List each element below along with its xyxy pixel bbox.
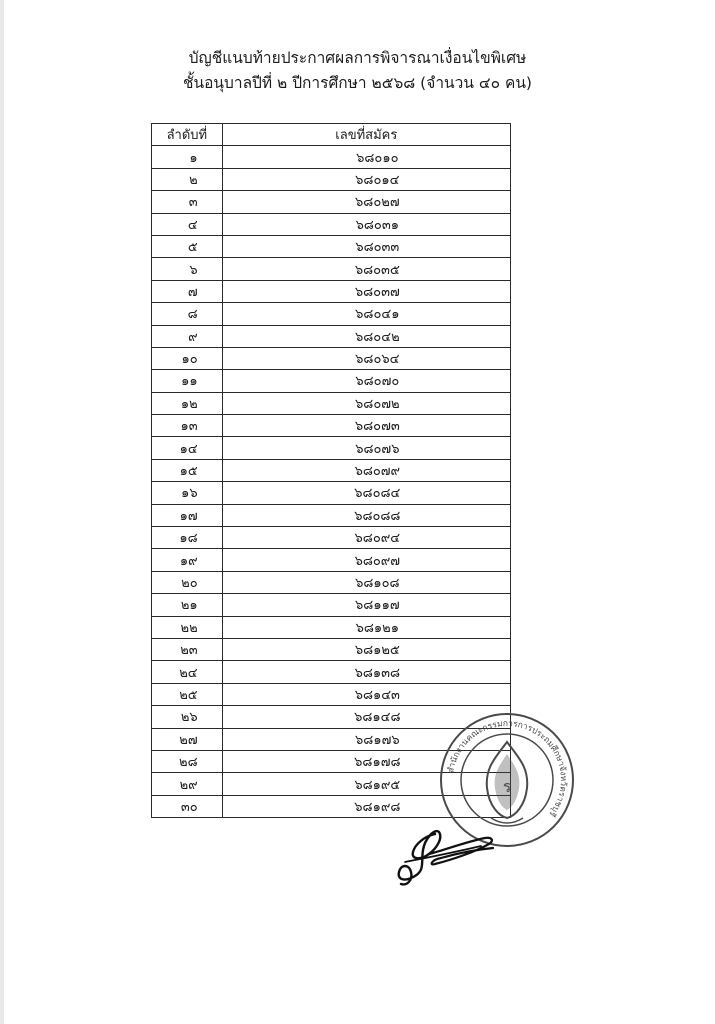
table-row <box>152 213 511 235</box>
application-number-cell: ๖๘๐๑๔ <box>222 168 510 190</box>
table-row <box>152 347 511 369</box>
table-row <box>152 683 511 705</box>
order-cell: ๑๙ <box>152 549 223 571</box>
application-number-cell: ๖๘๐๘๘ <box>222 504 510 526</box>
table-row <box>152 437 511 459</box>
order-cell: ๑๖ <box>152 482 223 504</box>
order-cell: ๒๖ <box>152 706 223 728</box>
application-number-cell: ๖๘๑๗๘ <box>222 750 510 772</box>
document-title <box>0 46 715 96</box>
application-number-cell: ๖๘๑๔๘ <box>222 706 510 728</box>
order-cell: ๑๘ <box>152 527 223 549</box>
table-row <box>152 258 511 280</box>
application-number-cell: ๖๘๐๔๒ <box>222 325 510 347</box>
application-number-cell: ๖๘๐๗๐ <box>222 370 510 392</box>
application-number-cell: ๖๘๑๗๖ <box>222 728 510 750</box>
table-row <box>152 549 511 571</box>
order-cell: ๒๙ <box>152 773 223 795</box>
application-number-cell: ๖๘๑๓๘ <box>222 661 510 683</box>
order-cell: ๒๒ <box>152 616 223 638</box>
order-cell: ๒๔ <box>152 661 223 683</box>
signature-icon <box>385 820 500 890</box>
table-row <box>152 616 511 638</box>
application-number-cell: ๖๘๐๗๓ <box>222 415 510 437</box>
application-number-cell: ๖๘๐๖๔ <box>222 347 510 369</box>
table-row <box>152 638 511 660</box>
table-row <box>152 392 511 414</box>
table-header-row <box>152 124 511 146</box>
table-row <box>152 168 511 190</box>
table-row <box>152 459 511 481</box>
order-cell: ๓๐ <box>152 795 223 817</box>
order-cell: ๑๐ <box>152 347 223 369</box>
order-cell: ๒๘ <box>152 750 223 772</box>
table-row <box>152 504 511 526</box>
application-number-cell: ๖๘๑๐๘ <box>222 571 510 593</box>
order-cell: ๑๑ <box>152 370 223 392</box>
table-row <box>152 594 511 616</box>
order-cell: ๘ <box>152 303 223 325</box>
order-cell: ๙ <box>152 325 223 347</box>
order-cell: ๒๐ <box>152 571 223 593</box>
application-number-cell: ๖๘๐๓๓ <box>222 235 510 257</box>
application-number-cell: ๖๘๐๙๗ <box>222 549 510 571</box>
order-cell: ๑ <box>152 146 223 168</box>
application-number-cell: ๖๘๐๗๙ <box>222 459 510 481</box>
application-number-cell: ๖๘๑๒๕ <box>222 638 510 660</box>
application-number-cell: ๖๘๐๙๔ <box>222 527 510 549</box>
svg-text:ร: ร <box>502 777 512 796</box>
title-line-1: บัญชีแนบท้ายประกาศผลการพิจารณาเงื่อนไขพิเศษ <box>188 49 527 67</box>
order-cell: ๔ <box>152 213 223 235</box>
order-cell: ๒ <box>152 168 223 190</box>
table-row <box>152 303 511 325</box>
application-number-cell: ๖๘๐๓๑ <box>222 213 510 235</box>
order-cell: ๑๕ <box>152 459 223 481</box>
application-number-cell: ๖๘๐๑๐ <box>222 146 510 168</box>
table-row <box>152 527 511 549</box>
order-cell: ๓ <box>152 191 223 213</box>
application-number-cell: ๖๘๐๓๗ <box>222 280 510 302</box>
order-cell: ๒๑ <box>152 594 223 616</box>
table-row <box>152 235 511 257</box>
application-number-cell: ๖๘๐๗๒ <box>222 392 510 414</box>
order-cell: ๖ <box>152 258 223 280</box>
order-cell: ๑๓ <box>152 415 223 437</box>
order-cell: ๑๒ <box>152 392 223 414</box>
table-row <box>152 370 511 392</box>
application-number-cell: ๖๘๑๑๗ <box>222 594 510 616</box>
header-order: ลำดับที่ <box>152 124 223 146</box>
order-cell: ๑๔ <box>152 437 223 459</box>
application-number-cell: ๖๘๑๔๓ <box>222 683 510 705</box>
application-number-cell: ๖๘๐๓๕ <box>222 258 510 280</box>
scan-edge <box>0 0 4 1024</box>
order-cell: ๑๗ <box>152 504 223 526</box>
table-row <box>152 571 511 593</box>
table-row <box>152 415 511 437</box>
order-cell: ๕ <box>152 235 223 257</box>
order-cell: ๒๓ <box>152 638 223 660</box>
application-number-cell: ๖๘๑๒๑ <box>222 616 510 638</box>
header-application-number: เลขที่สมัคร <box>222 124 510 146</box>
table-row <box>152 280 511 302</box>
seal-outer-text: สำนักงานคณะกรรมการการประถมศึกษาจังหวัดราชบุรี <box>446 718 569 819</box>
title-line-2: ชั้นอนุบาลปีที่ ๒ ปีการศึกษา ๒๕๖๘ (จำนวน ๔๐ คน) <box>183 74 532 92</box>
table-row <box>152 482 511 504</box>
application-number-cell: ๖๘๑๙๘ <box>222 795 510 817</box>
table-row <box>152 325 511 347</box>
order-cell: ๒๗ <box>152 728 223 750</box>
table-row <box>152 146 511 168</box>
table-row <box>152 661 511 683</box>
order-cell: ๗ <box>152 280 223 302</box>
application-number-cell: ๖๘๐๒๗ <box>222 191 510 213</box>
application-number-cell: ๖๘๑๙๕ <box>222 773 510 795</box>
table-row <box>152 191 511 213</box>
application-number-cell: ๖๘๐๘๔ <box>222 482 510 504</box>
application-number-cell: ๖๘๐๔๑ <box>222 303 510 325</box>
order-cell: ๒๕ <box>152 683 223 705</box>
application-number-cell: ๖๘๐๗๖ <box>222 437 510 459</box>
